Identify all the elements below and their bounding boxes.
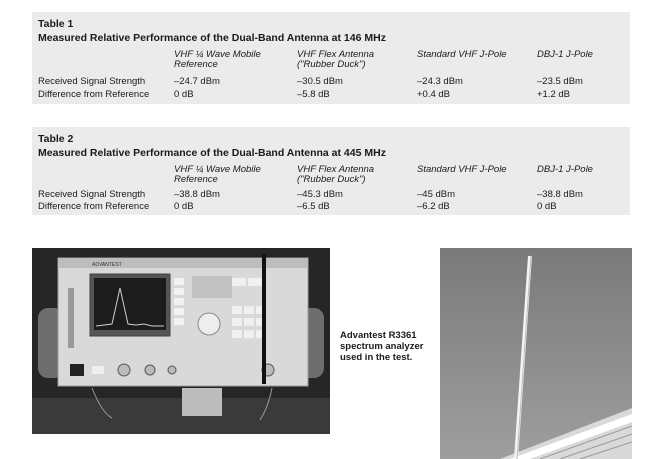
- row-label: Received Signal Strength: [38, 76, 146, 87]
- table-cell: 0 dB: [537, 201, 557, 212]
- spectrum-analyzer-photo: [32, 248, 330, 434]
- column-header: DBJ-1 J-Pole: [537, 164, 593, 175]
- table-2: [32, 127, 630, 215]
- analyzer-brand: ADVANTEST: [92, 262, 122, 268]
- table-2-title: Measured Relative Performance of the Dual-Band Antenna at 445 MHz: [38, 147, 386, 159]
- table-1-title: Measured Relative Performance of the Dual-Band Antenna at 146 MHz: [38, 32, 386, 44]
- table-cell: –45 dBm: [417, 189, 456, 200]
- column-header: VHF Flex Antenna ("Rubber Duck"): [297, 164, 375, 185]
- table-cell: –45.3 dBm: [297, 189, 343, 200]
- table-cell: –38.8 dBm: [537, 189, 583, 200]
- table-cell: –24.3 dBm: [417, 76, 463, 87]
- table-cell: –24.7 dBm: [174, 76, 220, 87]
- antenna-photo: [440, 248, 632, 459]
- column-header: Standard VHF J-Pole: [417, 164, 507, 175]
- row-label: Difference from Reference: [38, 201, 150, 212]
- antenna-illustration: [440, 248, 632, 459]
- table-cell: –6.5 dB: [297, 201, 330, 212]
- table-cell: 0 dB: [174, 89, 194, 100]
- spectrum-analyzer-illustration: [32, 248, 330, 434]
- table-cell: –38.8 dBm: [174, 189, 220, 200]
- row-label: Received Signal Strength: [38, 189, 146, 200]
- table-cell: –6.2 dB: [417, 201, 450, 212]
- table-cell: –5.8 dB: [297, 89, 330, 100]
- column-header: VHF ¼ Wave Mobile Reference: [174, 164, 261, 185]
- table-cell: 0 dB: [174, 201, 194, 212]
- table-cell: –23.5 dBm: [537, 76, 583, 87]
- column-header: VHF Flex Antenna ("Rubber Duck"): [297, 49, 375, 70]
- table-cell: +0.4 dB: [417, 89, 451, 100]
- column-header: Standard VHF J-Pole: [417, 49, 507, 60]
- row-label: Difference from Reference: [38, 89, 150, 100]
- photo-caption: Advantest R3361 spectrum analyzer used in the test.: [340, 330, 424, 363]
- column-header: DBJ-1 J-Pole: [537, 49, 593, 60]
- table-1-label: Table 1: [38, 18, 74, 30]
- table-cell: –30.5 dBm: [297, 76, 343, 87]
- table-cell: +1.2 dB: [537, 89, 571, 100]
- column-header: VHF ¼ Wave Mobile Reference: [174, 49, 261, 70]
- table-2-label: Table 2: [38, 133, 74, 145]
- table-1: [32, 12, 630, 104]
